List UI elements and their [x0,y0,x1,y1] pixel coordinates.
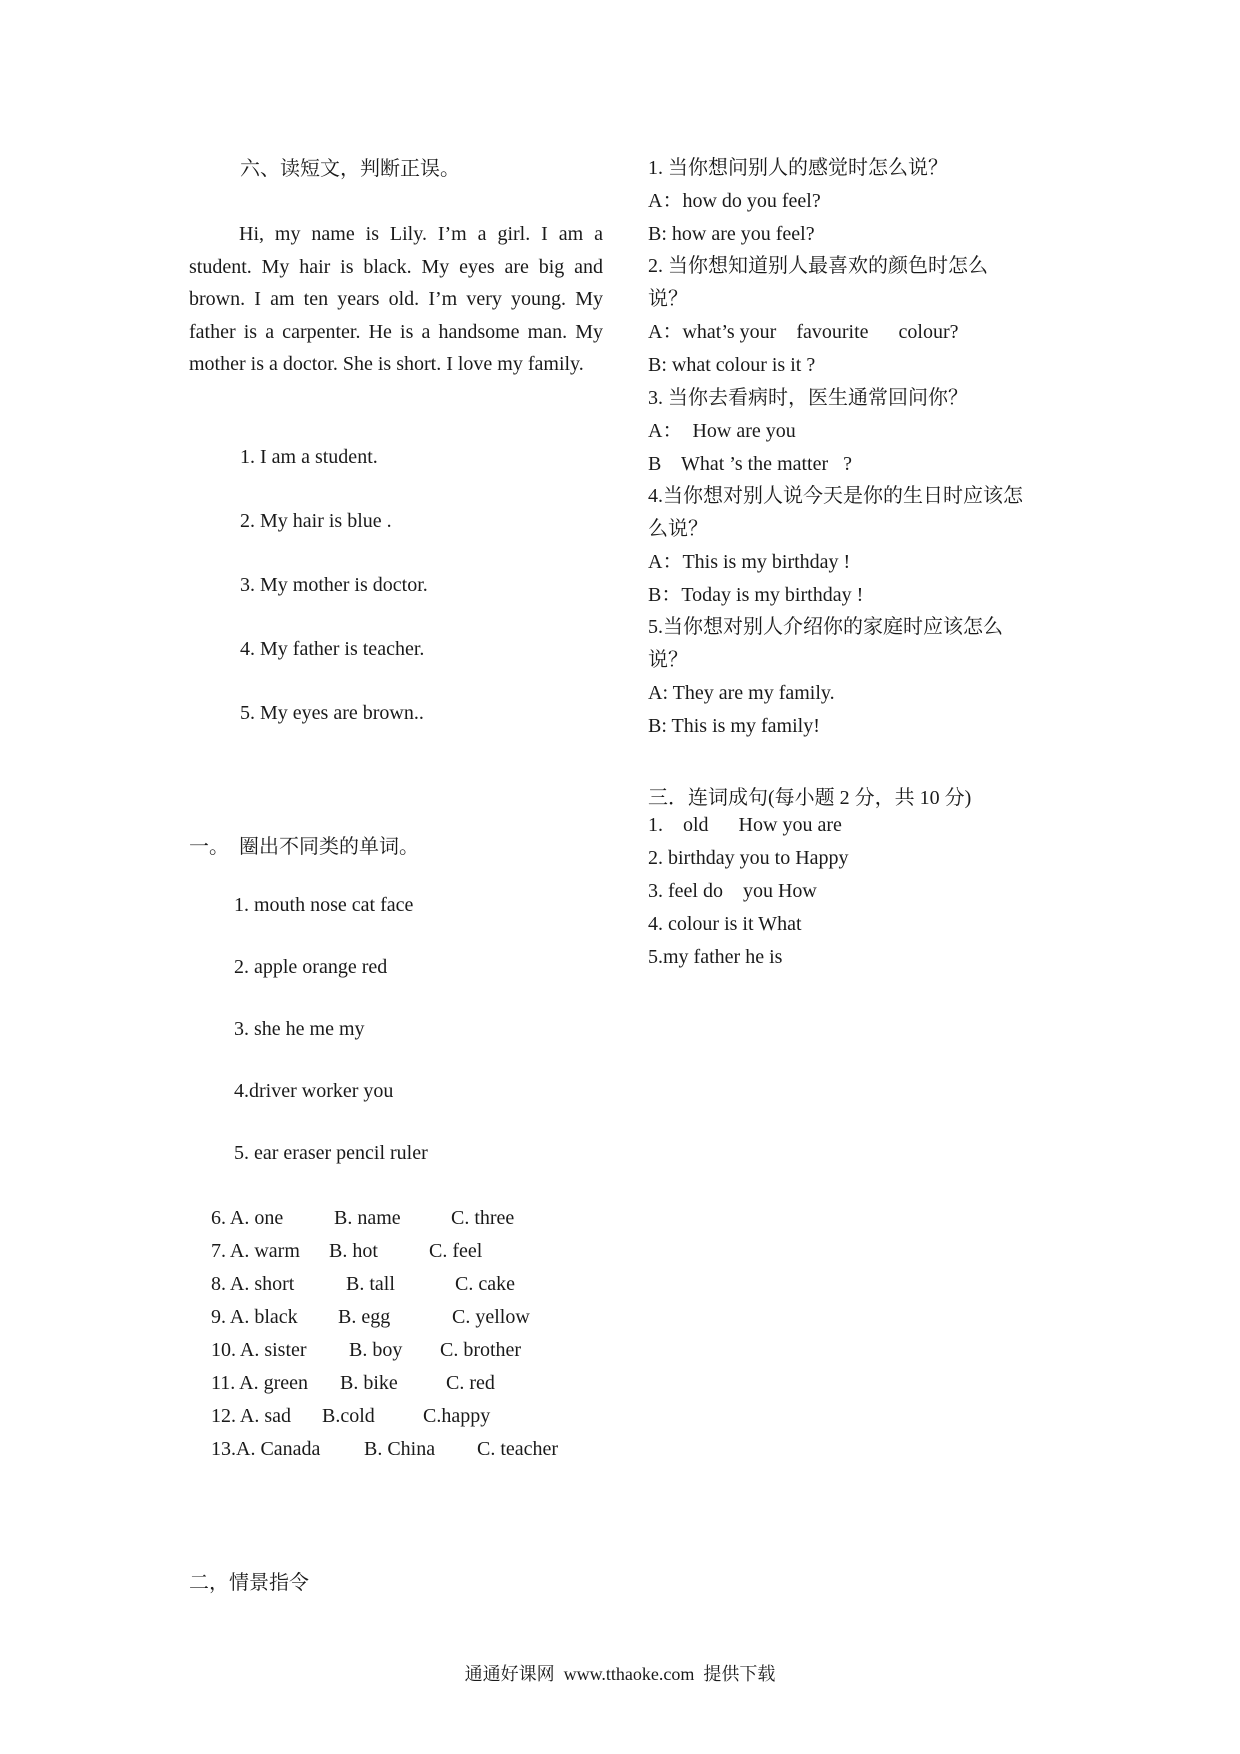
list-item: 2. 当你想知道别人最喜欢的颜色时怎么 [648,255,988,277]
section1-title: 一。 圈出不同类的单词。 [189,836,419,858]
list-item: 3. she he me my [234,1018,365,1040]
option-b: B. bike [340,1372,398,1394]
option-b: B. egg [338,1306,391,1328]
list-item: 么说？ [648,518,708,540]
option-a: 13.A. Canada [211,1438,321,1460]
option-b: B. tall [346,1273,395,1295]
list-item: 2. apple orange red [234,956,388,978]
option-c: C. three [451,1207,515,1229]
section3-title: 三．连词成句(每小题 2 分，共 10 分) [648,787,972,809]
option-c: C. yellow [452,1306,530,1328]
list-item: 3. My mother is doctor. [240,574,428,596]
list-item: 1. 当你想问别人的感觉时怎么说？ [648,157,948,179]
option-c: C. brother [440,1339,522,1361]
list-item: B：Today is my birthday ! [648,584,864,606]
list-item: A: They are my family. [648,682,835,704]
list-item: 3. feel do you How [648,880,817,902]
list-item: 5. ear eraser pencil ruler [234,1142,428,1164]
option-b: B. name [334,1207,401,1229]
list-item: 1. old How you are [648,814,842,836]
option-a: 8. A. short [211,1273,295,1295]
option-c: C. cake [455,1273,515,1295]
list-item: B What ’s the matter ? [648,453,853,475]
list-item: 2. My hair is blue . [240,510,392,532]
section6-title: 六、读短文，判断正误。 [240,158,460,180]
list-item: 3. 当你去看病时，医生通常回问你？ [648,387,968,409]
list-item: B: how are you feel? [648,223,815,245]
section2-title: 二，情景指令 [189,1572,309,1594]
list-item: 2. birthday you to Happy [648,847,849,869]
list-item: 1. I am a student. [240,446,378,468]
list-item: A：This is my birthday ! [648,551,851,573]
list-item: 4. My father is teacher. [240,638,425,660]
reading-passage: Hi, my name is Lily. I’m a girl. I am a student. My hair is black. My eyes are big and brown. I am ten years old. I’m very young. My father is a carpenter. He is a handsome man. My mother is a doctor. She is short. I love my family. [189,223,603,375]
option-a: 10. A. sister [211,1339,307,1361]
list-item: A：what’s your favourite colour? [648,321,959,343]
list-item: 4.driver worker you [234,1080,394,1102]
list-item: 5.my father he is [648,946,783,968]
option-c: C. red [446,1372,495,1394]
option-a: 6. A. one [211,1207,284,1229]
option-c: C. feel [429,1240,483,1262]
list-item: A：how do you feel? [648,190,821,212]
list-item: 说？ [648,288,688,310]
option-a: 7. A. warm [211,1240,300,1262]
list-item: B: This is my family! [648,715,820,737]
option-c: C. teacher [477,1438,559,1460]
option-b: B. China [364,1438,436,1460]
list-item: 5. My eyes are brown.. [240,702,424,724]
list-item: 说？ [648,649,688,671]
list-item: 4.当你想对别人说今天是你的生日时应该怎 [648,485,1023,507]
option-a: 9. A. black [211,1306,298,1328]
option-c: C.happy [423,1405,491,1427]
option-b: B.cold [322,1405,375,1427]
option-a: 12. A. sad [211,1405,291,1427]
footer-credit: 通通好课网 www.tthaoke.com 提供下载 [464,1664,776,1684]
option-b: B. boy [349,1339,403,1361]
list-item: B: what colour is it ? [648,354,816,376]
option-a: 11. A. green [211,1372,309,1394]
list-item: A： How are you [648,420,796,442]
list-item: 1. mouth nose cat face [234,894,414,916]
list-item: 4. colour is it What [648,913,802,935]
list-item: 5.当你想对别人介绍你的家庭时应该怎么 [648,616,1003,638]
option-b: B. hot [329,1240,378,1262]
